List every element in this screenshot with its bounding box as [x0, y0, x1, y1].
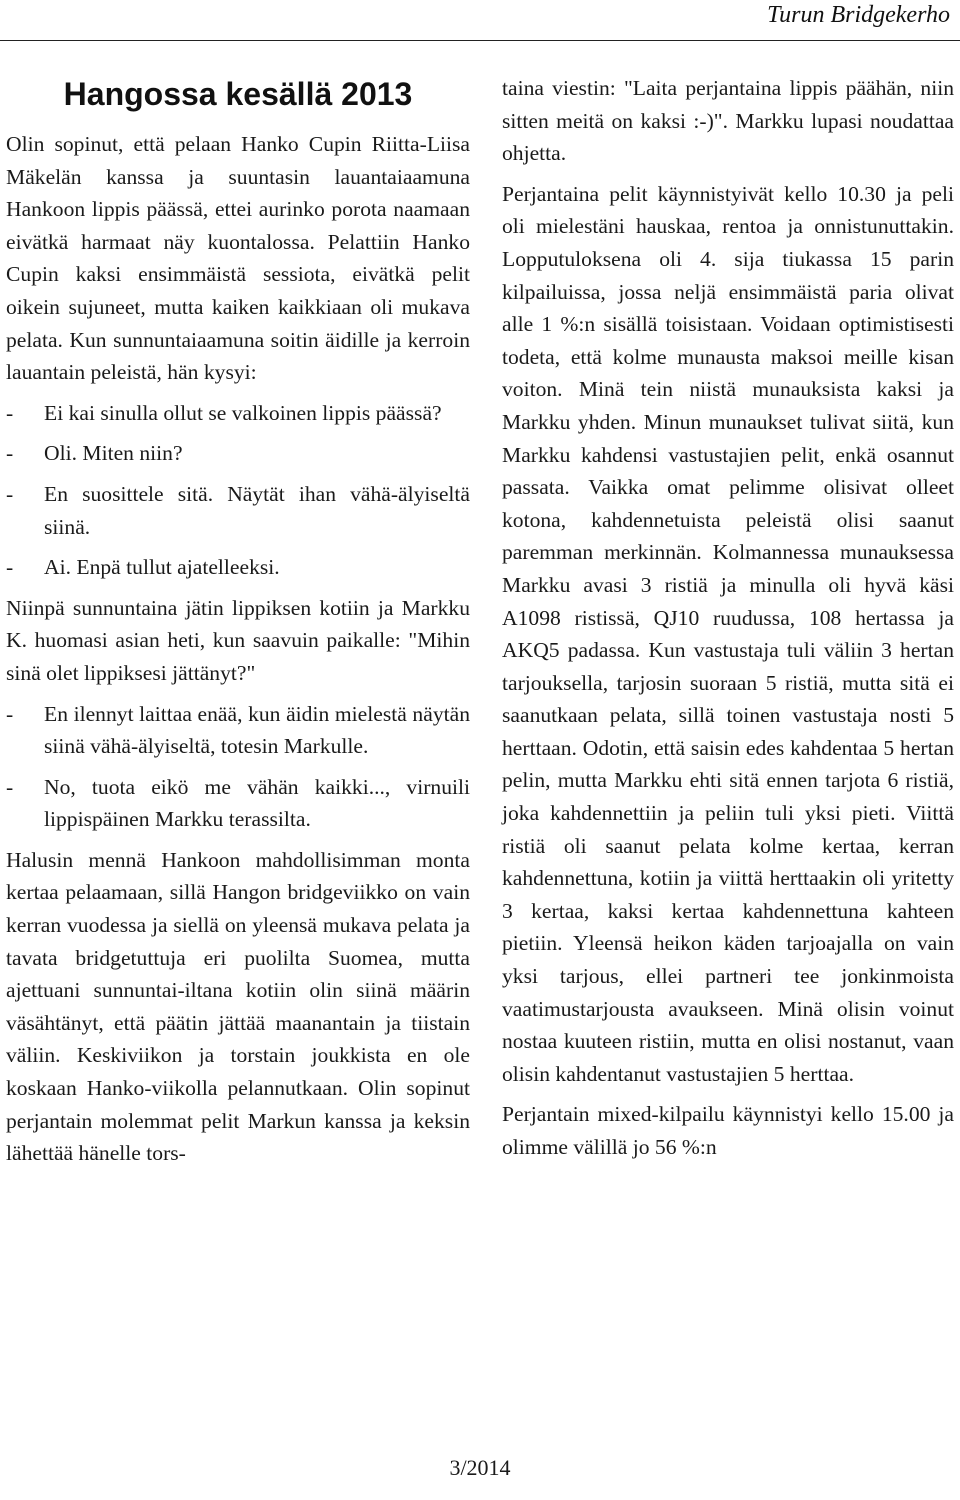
paragraph: Perjantaina pelit käynnistyivät kello 10.30 ja peli oli mielestäni hauskaa, rentoa ja onnistunuttakin. Lopputuloksena oli 4. sija tiukassa 15 parin kilpailuissa, jossa neljä ensimmäistä paria olivat alle 1 %:n sisällä toisistaan. Voidaan optimistisesti todeta, että kolme munausta maksoi meille kisan voiton. Minä tein niistä munauksista kaksi ja Markku yhden. Minun munaukset tulivat siitä, kun Markku kahdensi vastustajien pelit, enkä osannut passata. Vaikka omat pelimme olisivat olleet kotona, kahdennetuista peleistä olisi saanut paremman merkinnän. Kolmannessa munauksessa Markku avasi 3 ristiä ja minulla oli hyvä käsi A1098 ristissä, QJ10 ruudussa, 108 hertassa ja AKQ5 padassa. Kun vastustaja tuli väliin 3 hertan tarjouksella, tarjosin suoraan 5 ristiä, mutta sitä ei saanutkaan pelata, sillä toinen vastustaja nosti 5 herttaan. Odotin, että saisin edes kahdentaa 5 hertan pelin, mutta Markku ehti sitä ennen tarjota 6 ristiä, joka kahdennettiin ja peliin tuli yksi pieti. Viittä ristiä oli saanut pelata kolme kertaa, kerran kahdennettuna, kotiin ja viittä herttaakin oli yritetty 3 kertaa, kaksi kertaa kahdennettuna kahteen pietiin. Yleensä heikon käden tarjoajalla on vain yksi tarjous, ellei partneri tee jonkinmoista vaatimustarjousta avaukseen. Minä olisin voinut nostaa kuuteen ristiin, mutta en olisi nostanut, vaan olisin kahdentanut vastustajien 5 herttaa. [502, 181, 954, 1086]
dialogue-line: - Ai. Enpä tullut ajatelleeksi. [6, 555, 280, 580]
dialogue-line: - Ei kai sinulla ollut se valkoinen lippis päässä? [6, 400, 442, 425]
paragraph: taina viestin: "Laita perjantaina lippis päähän, niin sitten meitä on kaksi :-)". Markku lupasi noudattaa ohjetta. [502, 76, 954, 166]
dialogue-line: - No, tuota eikö me vähän kaikki..., virnuili lippispäinen Markku terassilta. [6, 774, 470, 832]
dialogue-line: - Oli. Miten niin? [6, 441, 183, 466]
paragraph: Halusin mennä Hankoon mahdollisimman monta kertaa pelaamaan, sillä Hangon bridgeviikko on vain kerran vuodessa ja siellä on yleensä mukava pelata ja tavata bridgetuttuja eri puolilta Suomea, mutta ajettuani sunnuntai-iltana kotiin olin siinä määrin väsähtänyt, että päätin jättää maanantain ja tiistain väliin. Keskiviikon ja torstain joukkista en ole koskaan Hanko-viikolla pelannutkaan. Olin sopinut perjantain molemmat pelit Markun kanssa ja keksin lähettää hänelle tors- [6, 847, 470, 1166]
dialogue-text: Ai. Enpä tullut ajatelleeksi. [44, 555, 280, 580]
dialogue-line: - En ilennyt laittaa enää, kun äidin mielestä näytän siinä vähä-älyiseltä, totesin Markulle. [6, 701, 470, 759]
dialogue-text: En suosittele sitä. Näytät ihan vähä-älyiseltä siinä. [44, 481, 470, 539]
paragraph: Olin sopinut, että pelaan Hanko Cupin Riitta-Liisa Mäkelän kanssa ja suuntasin lauantaiaamuna Hankoon lippis päässä, ettei aurinko porota naamaan eivätkä harmaat näy kuontalossa. Pelattiin Hanko Cupin kaksi ensimmäistä sessiota, eivätkä pelit oikein sujuneet, mutta kaiken kaikkiaan oli mukava pelata. Kun sunnuntaiaamuna soitin äidille ja kerroin lauantain peleistä, hän kysyi: [6, 132, 470, 385]
paragraph: Perjantain mixed-kilpailu käynnistyi kello 15.00 ja olimme välillä jo 56 %:n [502, 1102, 954, 1159]
header-rule [0, 40, 960, 41]
left-column [6, 70, 470, 1178]
dialogue-line: - En suosittele sitä. Näytät ihan vähä-älyiseltä siinä. [6, 481, 470, 539]
dialogue-text: En ilennyt laittaa enää, kun äidin mielestä näytän siinä vähä-älyiseltä, totesin Markulle. [44, 701, 470, 759]
publication-name: Turun Bridgekerho [767, 2, 950, 28]
page-number: 3/2014 [449, 1455, 511, 1480]
dialogue-text: No, tuota eikö me vähän kaikki..., virnuili lippispäinen Markku terassilta. [44, 774, 470, 832]
dialogue-text: Ei kai sinulla ollut se valkoinen lippis päässä? [44, 400, 442, 425]
dialogue-text: Oli. Miten niin? [44, 441, 183, 466]
paragraph: Niinpä sunnuntaina jätin lippiksen kotiin ja Markku K. huomasi asian heti, kun saavuin paikalle: "Mihin sinä olet lippiksesi jättänyt?" [6, 595, 470, 685]
right-column [502, 72, 954, 1172]
article-title: Hangossa kesällä 2013 [63, 76, 413, 112]
